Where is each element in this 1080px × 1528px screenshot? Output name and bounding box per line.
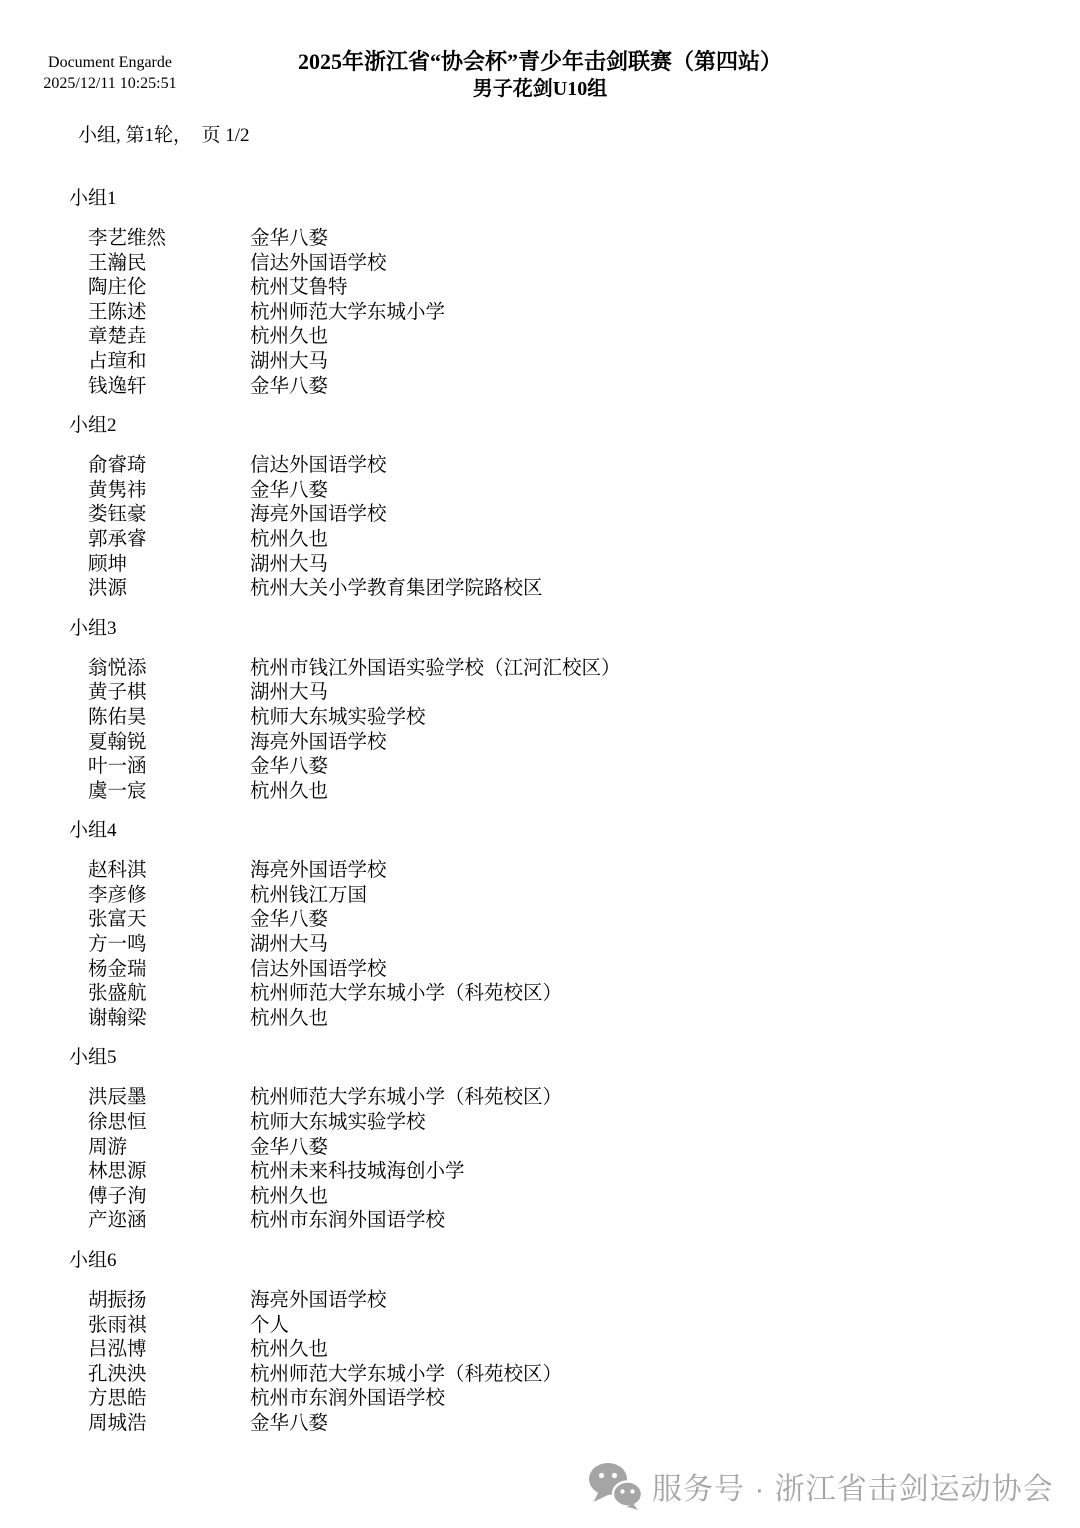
- fencer-name: 郭承睿: [88, 528, 147, 550]
- fencer-name: 产迩涵: [88, 1210, 147, 1232]
- fencer-name: 王瀚民: [88, 252, 147, 274]
- timestamp: 2025/12/11 10:25:51: [43, 75, 177, 92]
- fencer-row: [88, 681, 1080, 706]
- fencer-row: [88, 884, 1080, 909]
- fencer-name: 张富天: [88, 909, 147, 931]
- fencer-club: 杭州大关小学教育集团学院路校区: [250, 578, 543, 600]
- fencer-club: 杭州师范大学东城小学（科苑校区）: [250, 1363, 563, 1385]
- fencer-name: 吕泓博: [88, 1339, 147, 1361]
- fencer-club: 杭州市东润外国语学校: [250, 1388, 446, 1410]
- fencer-club: 湖州大马: [250, 553, 329, 575]
- fencer-club: 金华八婺: [250, 1412, 329, 1434]
- fencer-club: 海亮外国语学校: [250, 860, 387, 882]
- fencer-name: 黄隽祎: [88, 479, 147, 501]
- group-block: [0, 1248, 1080, 1437]
- fencer-row: [88, 859, 1080, 884]
- fencer-name: 叶一涵: [88, 756, 147, 778]
- group-block: [0, 616, 1080, 805]
- fencer-name: 方一鸣: [88, 934, 147, 956]
- fencer-name: 张雨祺: [88, 1314, 147, 1336]
- fencer-row: [88, 1136, 1080, 1161]
- fencer-row: [88, 454, 1080, 479]
- fencer-row: [88, 731, 1080, 756]
- fencer-name: 夏翰锐: [88, 731, 147, 753]
- fencer-name: 赵科淇: [88, 860, 147, 882]
- fencer-row: [88, 1111, 1080, 1136]
- group-block: [0, 413, 1080, 602]
- fencer-name: 方思皓: [88, 1388, 147, 1410]
- fencer-name: 洪辰墨: [88, 1087, 147, 1109]
- fencer-name: 俞睿琦: [88, 455, 147, 477]
- fencer-name: 占瑄和: [88, 350, 147, 372]
- fencer-row: [88, 350, 1080, 375]
- fencer-row: [88, 982, 1080, 1007]
- fencer-name: 陶庄伦: [88, 277, 147, 299]
- fencer-row: [88, 1007, 1080, 1032]
- fencer-row: [88, 227, 1080, 252]
- fencer-club: 信达外国语学校: [250, 455, 387, 477]
- fencer-club: 杭州久也: [250, 780, 329, 802]
- footer: [588, 1462, 1054, 1510]
- fencer-name: 李艺维然: [88, 228, 167, 249]
- page-title: 2025年浙江省“协会杯”青少年击剑联赛（第四站）: [297, 49, 782, 74]
- fencer-club: 杭州久也: [250, 1185, 329, 1207]
- fencer-club: 金华八婺: [250, 1136, 329, 1158]
- page-info: 小组, 第1轮， 页 1/2: [78, 125, 250, 146]
- fencer-club: 杭州师范大学东城小学（科苑校区）: [250, 983, 563, 1005]
- fencer-club: 信达外国语学校: [250, 958, 387, 980]
- group-block: [0, 818, 1080, 1031]
- fencer-name: 徐思恒: [88, 1112, 147, 1134]
- fencer-club: 杭州久也: [250, 528, 329, 550]
- fencer-row: [88, 301, 1080, 326]
- group-label: 小组1: [69, 188, 117, 209]
- fencer-name: 林思源: [88, 1161, 147, 1183]
- fencer-row: [88, 276, 1080, 301]
- fencer-name: 胡振扬: [88, 1290, 147, 1311]
- fencer-row: [88, 908, 1080, 933]
- wechat-icon: [588, 1462, 642, 1510]
- fencer-row: [88, 1289, 1080, 1314]
- fencer-club: 杭州钱江万国: [250, 884, 368, 906]
- fencer-club: 金华八婺: [250, 228, 329, 249]
- fencer-club: 信达外国语学校: [250, 252, 387, 274]
- fencer-row: [88, 780, 1080, 805]
- fencer-row: [88, 325, 1080, 350]
- fencer-name: 张盛航: [88, 983, 147, 1005]
- fencer-row: [88, 1387, 1080, 1412]
- fencer-name: 洪源: [88, 578, 128, 600]
- fencer-club: 金华八婺: [250, 909, 329, 931]
- fencer-name: 黄子棋: [88, 682, 147, 704]
- fencer-row: [88, 1363, 1080, 1388]
- fencer-name: 翁悦添: [88, 657, 147, 679]
- generator-name: Document Engarde: [48, 54, 172, 71]
- fencer-club: 湖州大马: [250, 682, 329, 704]
- fencer-name: 王陈述: [88, 301, 147, 323]
- title-block: [0, 48, 1080, 103]
- fencer-name: 傅子洵: [88, 1185, 147, 1207]
- fencer-row: [88, 1412, 1080, 1437]
- fencer-club: 杭州师范大学东城小学（科苑校区）: [250, 1087, 563, 1109]
- fencer-club: 杭州久也: [250, 326, 329, 348]
- group-block: [0, 186, 1080, 399]
- fencer-club: 杭州久也: [250, 1007, 329, 1029]
- fencer-row: [88, 528, 1080, 553]
- fencer-club: 杭州市东润外国语学校: [250, 1210, 446, 1232]
- fencer-row: [88, 479, 1080, 504]
- fencer-name: 顾坤: [88, 553, 128, 575]
- fencer-row: [88, 1209, 1080, 1234]
- fencer-name: 谢翰梁: [88, 1007, 147, 1029]
- group-label: 小组5: [69, 1047, 117, 1069]
- fencer-club: 湖州大马: [250, 934, 329, 956]
- fencer-club: 杭师大东城实验学校: [250, 706, 426, 728]
- fencer-row: [88, 553, 1080, 578]
- fencer-club: 金华八婺: [250, 479, 329, 501]
- fencer-club: 湖州大马: [250, 350, 329, 372]
- fencer-row: [88, 933, 1080, 958]
- fencer-club: 杭州艾鲁特: [250, 277, 348, 299]
- groups: [0, 186, 1080, 1451]
- fencer-name: 虞一宸: [88, 780, 147, 802]
- fencer-row: [88, 1086, 1080, 1111]
- fencer-club: 金华八婺: [250, 756, 329, 778]
- fencer-row: [88, 755, 1080, 780]
- fencer-name: 周游: [88, 1136, 128, 1158]
- fencer-club: 个人: [250, 1314, 290, 1336]
- fencer-row: [88, 1314, 1080, 1339]
- group-label: 小组4: [69, 820, 117, 842]
- fencer-row: [88, 503, 1080, 528]
- fencer-row: [88, 577, 1080, 602]
- fencer-row: [88, 252, 1080, 277]
- fencer-club: 海亮外国语学校: [250, 504, 387, 526]
- fencer-row: [88, 1185, 1080, 1210]
- fencer-club: 海亮外国语学校: [250, 731, 387, 753]
- fencer-name: 钱逸轩: [88, 375, 147, 397]
- fencer-club: 杭师大东城实验学校: [250, 1112, 426, 1134]
- fencer-row: [88, 1338, 1080, 1363]
- group-block: [0, 1045, 1080, 1234]
- fencer-row: [88, 958, 1080, 983]
- fencer-row: [88, 657, 1080, 682]
- fencer-row: [88, 706, 1080, 731]
- fencer-club: 海亮外国语学校: [250, 1290, 387, 1311]
- footer-account-label: 服务号 · 浙江省击剑运动协会: [652, 1473, 1054, 1506]
- group-label: 小组2: [69, 415, 117, 437]
- fencer-club: 杭州久也: [250, 1339, 329, 1361]
- group-label: 小组6: [69, 1250, 117, 1271]
- fencer-name: 李彦修: [88, 884, 147, 906]
- fencer-name: 周城浩: [88, 1412, 147, 1434]
- fencer-club: 金华八婺: [250, 375, 329, 397]
- fencer-club: 杭州市钱江外国语实验学校（江河汇校区）: [250, 657, 621, 679]
- fencer-club: 杭州未来科技城海创小学: [250, 1161, 465, 1183]
- fencer-name: 章楚垚: [88, 326, 147, 348]
- fencer-club: 杭州师范大学东城小学: [250, 301, 446, 323]
- fencer-name: 娄钰豪: [88, 504, 147, 526]
- page-subtitle: 男子花剑U10组: [472, 78, 608, 100]
- fencer-row: [88, 375, 1080, 400]
- fencer-name: 杨金瑞: [88, 958, 147, 980]
- fencer-row: [88, 1160, 1080, 1185]
- fencer-name: 孔泱泱: [88, 1363, 147, 1385]
- fencer-name: 陈佑昊: [88, 706, 147, 728]
- group-label: 小组3: [69, 617, 117, 639]
